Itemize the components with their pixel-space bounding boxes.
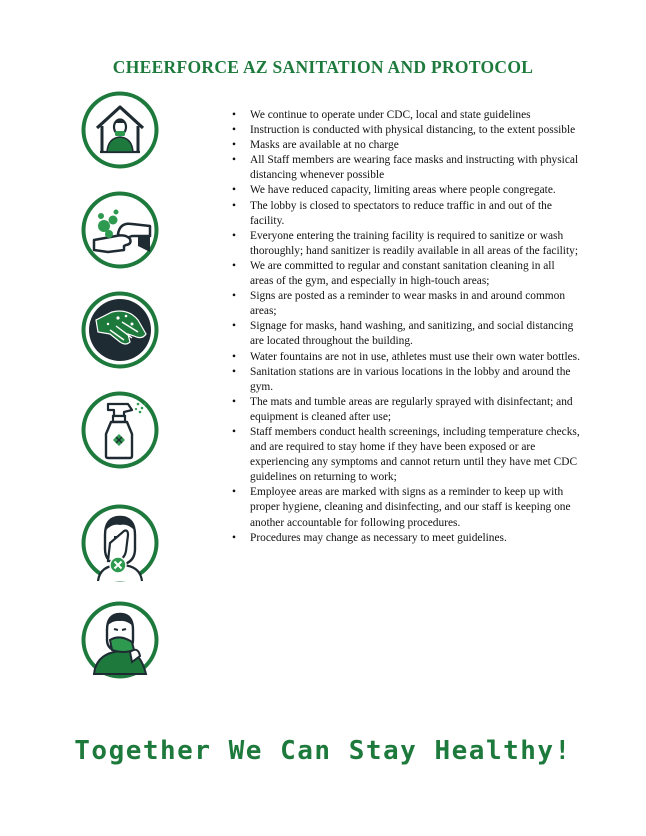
list-item: • Signs are posted as a reminder to wear masks in and around common areas; xyxy=(232,289,580,319)
protocol-list xyxy=(232,108,580,546)
list-item: • The mats and tumble areas are regularly sprayed with disinfectant; and equipment is cleaned after use; xyxy=(232,395,580,425)
no-face-touch-icon xyxy=(80,503,160,583)
list-item: • The lobby is closed to spectators to reduce traffic in and out of the facility. xyxy=(232,199,580,229)
hand-washing-icon xyxy=(80,190,160,270)
list-item: • Instruction is conducted with physical distancing, to the extent possible xyxy=(232,123,580,138)
sanitized-hands-icon xyxy=(80,290,160,370)
list-item: • Everyone entering the training facility is required to sanitize or wash thoroughly; hand sanitizer is readily available in all areas of the facility; xyxy=(232,229,580,259)
list-item: • Water fountains are not in use, athletes must use their own water bottles. xyxy=(232,350,580,365)
list-item: • Masks are available at no charge xyxy=(232,138,580,153)
list-item: • All Staff members are wearing face masks and instructing with physical distancing whenever possible xyxy=(232,153,580,183)
spray-bottle-icon xyxy=(80,390,160,470)
list-item: • Signage for masks, hand washing, and sanitizing, and social distancing are located throughout the building. xyxy=(232,319,580,349)
list-item: • We have reduced capacity, limiting areas where people congregate. xyxy=(232,183,580,198)
page-title: CHEERFORCE AZ SANITATION AND PROTOCOL xyxy=(112,57,534,77)
list-item: • We continue to operate under CDC, local and state guidelines xyxy=(232,108,580,123)
stay-home-icon xyxy=(80,90,160,170)
list-item: • Staff members conduct health screenings, including temperature checks, and are required to stay home if they have been exposed or are experiencing any symptoms and cannot return until they have met CDC guidelines on returning to work; xyxy=(232,425,580,485)
list-item: • Procedures may change as necessary to meet guidelines. xyxy=(232,531,580,546)
list-item: • We are committed to regular and constant sanitation cleaning in all areas of the gym, and especially in high-touch areas; xyxy=(232,259,580,289)
list-item: • Sanitation stations are in various locations in the lobby and around the gym. xyxy=(232,365,580,395)
slogan: Together We Can Stay Healthy! xyxy=(74,736,572,766)
cough-cover-icon xyxy=(80,600,160,680)
list-item: • Employee areas are marked with signs as a reminder to keep up with proper hygiene, cleaning and disinfecting, and our staff is keeping one another accountable for following procedures. xyxy=(232,485,580,530)
